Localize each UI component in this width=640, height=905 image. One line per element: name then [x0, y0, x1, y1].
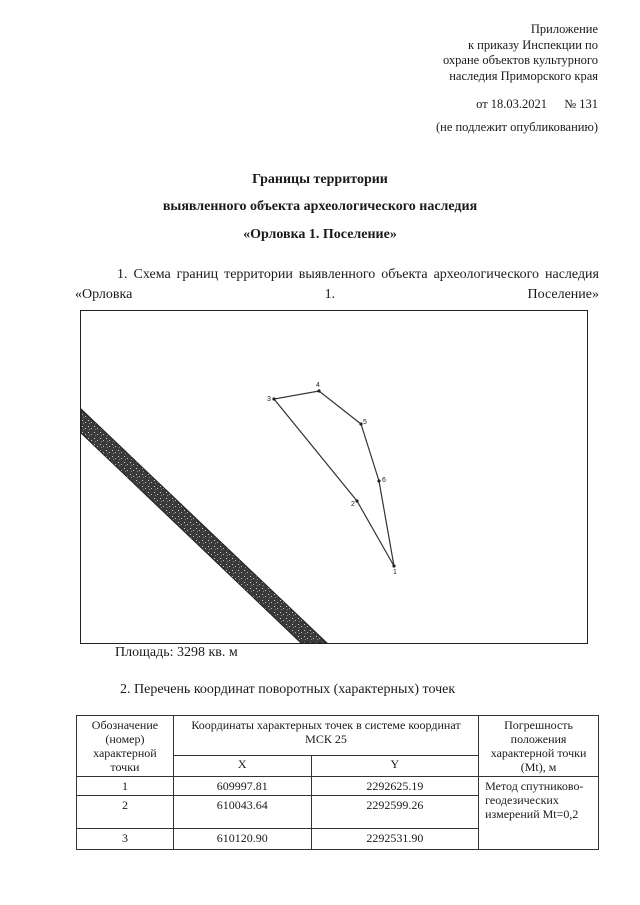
point-label: 6: [382, 477, 386, 484]
order-date: от 18.03.2021: [476, 97, 548, 111]
coordinates-table: [76, 715, 599, 850]
order-number: № 131: [564, 97, 598, 111]
appendix-line: охране объектов культурного: [442, 53, 598, 67]
point-label: 1: [393, 569, 397, 576]
road-strip: [81, 409, 327, 643]
cell-y: 2292531.90: [311, 829, 479, 850]
cell-y: 2292599.26: [311, 796, 479, 829]
document-subtitle: выявленного объекта археологического наследия: [162, 199, 478, 214]
point-marker: [392, 564, 395, 567]
area-value: Площадь: 3298 кв. м: [115, 645, 238, 660]
point-marker: [317, 389, 320, 392]
section-1-heading: 1. Схема границ территории выявленного объекта археологического наследия «Орловка 1. Поселение»: [75, 267, 599, 302]
table-header-row: [77, 716, 599, 756]
header-y: Y: [311, 756, 479, 777]
cell-method: Метод спутниково-геодезических измерений Mt=0,2: [479, 777, 599, 850]
appendix-line: к приказу Инспекции по: [467, 37, 598, 52]
order-reference: [476, 97, 598, 112]
cell-point: 3: [77, 829, 174, 850]
appendix-block: [443, 22, 598, 84]
document-title: Границы территории: [252, 172, 388, 187]
scheme-drawing: [81, 311, 587, 643]
cell-point: 1: [77, 777, 174, 796]
appendix-line: наследия Приморского края: [449, 68, 598, 83]
territory-boundary: [274, 391, 394, 566]
point-marker: [377, 479, 380, 482]
point-label: 3: [267, 396, 271, 403]
point-marker: [272, 397, 275, 400]
cell-x: 610043.64: [173, 796, 311, 829]
point-label: 2: [351, 501, 355, 508]
header-coordinates: Координаты характерных точек в системе координат МСК 25: [173, 716, 478, 756]
point-label: 5: [363, 419, 367, 426]
header-point: Обозначение (номер) характерной точки: [77, 716, 174, 777]
header-x: X: [173, 756, 311, 777]
boundary-points: [267, 382, 397, 576]
publication-note: (не подлежит опубликованию): [435, 120, 598, 134]
header-error: Погрешность положения характерной точки (Mt), м: [479, 716, 599, 777]
table-row: [77, 777, 599, 796]
boundary-scheme: [80, 310, 588, 644]
cell-x: 609997.81: [173, 777, 311, 796]
point-label: 4: [316, 382, 320, 389]
cell-x: 610120.90: [173, 829, 311, 850]
object-name: «Орловка 1. Поселение»: [243, 227, 397, 242]
cell-y: 2292625.19: [311, 777, 479, 796]
appendix-line: Приложение: [530, 22, 598, 36]
cell-point: 2: [77, 796, 174, 829]
section-2-heading: 2. Перечень координат поворотных (характерных) точек: [120, 682, 456, 697]
point-marker: [355, 499, 358, 502]
